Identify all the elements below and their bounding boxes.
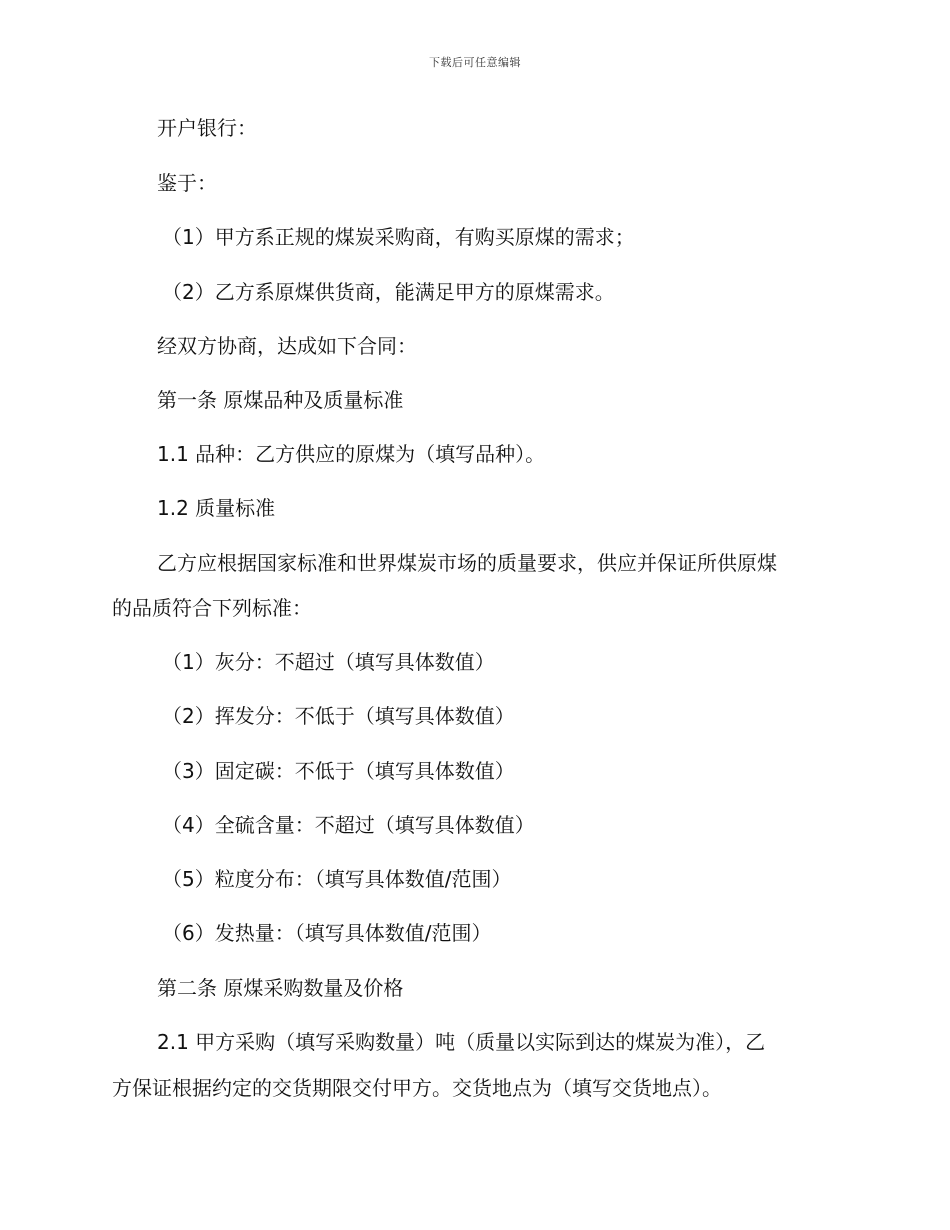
article-2-heading: 第二条 原煤采购数量及价格 bbox=[157, 976, 404, 1000]
quality-paragraph-line-2: 的品质符合下列标准： bbox=[112, 596, 312, 620]
quality-item-4: （4）全硫含量：不超过（填写具体数值） bbox=[162, 813, 535, 837]
clause-2-1-line-2: 方保证根据约定的交货期限交付甲方。交货地点为（填写交货地点）。 bbox=[112, 1076, 722, 1100]
clause-1-2-heading: 1.2 质量标准 bbox=[157, 496, 276, 520]
quality-item-1: （1）灰分：不超过（填写具体数值） bbox=[162, 650, 495, 674]
agreement-line: 经双方协商，达成如下合同： bbox=[157, 334, 417, 358]
quality-item-2: （2）挥发分：不低于（填写具体数值） bbox=[162, 704, 515, 728]
clause-2-1-line-1: 2.1 甲方采购（填写采购数量）吨（质量以实际到达的煤炭为准），乙 bbox=[157, 1030, 766, 1054]
whereas-line: 鉴于： bbox=[157, 171, 217, 195]
quality-item-5: （5）粒度分布：（填写具体数值/范围） bbox=[162, 867, 512, 891]
whereas-item-1: （1）甲方系正规的煤炭采购商，有购买原煤的需求； bbox=[162, 225, 635, 249]
header-note: 下载后可任意编辑 bbox=[429, 56, 521, 69]
quality-paragraph-line-1: 乙方应根据国家标准和世界煤炭市场的质量要求，供应并保证所供原煤 bbox=[157, 551, 777, 575]
clause-1-1: 1.1 品种：乙方供应的原煤为（填写品种）。 bbox=[157, 442, 546, 466]
quality-item-3: （3）固定碳：不低于（填写具体数值） bbox=[162, 759, 515, 783]
bank-line: 开户银行： bbox=[157, 116, 257, 140]
whereas-item-2: （2）乙方系原煤供货商，能满足甲方的原煤需求。 bbox=[162, 280, 615, 304]
article-1-heading: 第一条 原煤品种及质量标准 bbox=[157, 388, 404, 412]
quality-item-6: （6）发热量：（填写具体数值/范围） bbox=[162, 921, 492, 945]
